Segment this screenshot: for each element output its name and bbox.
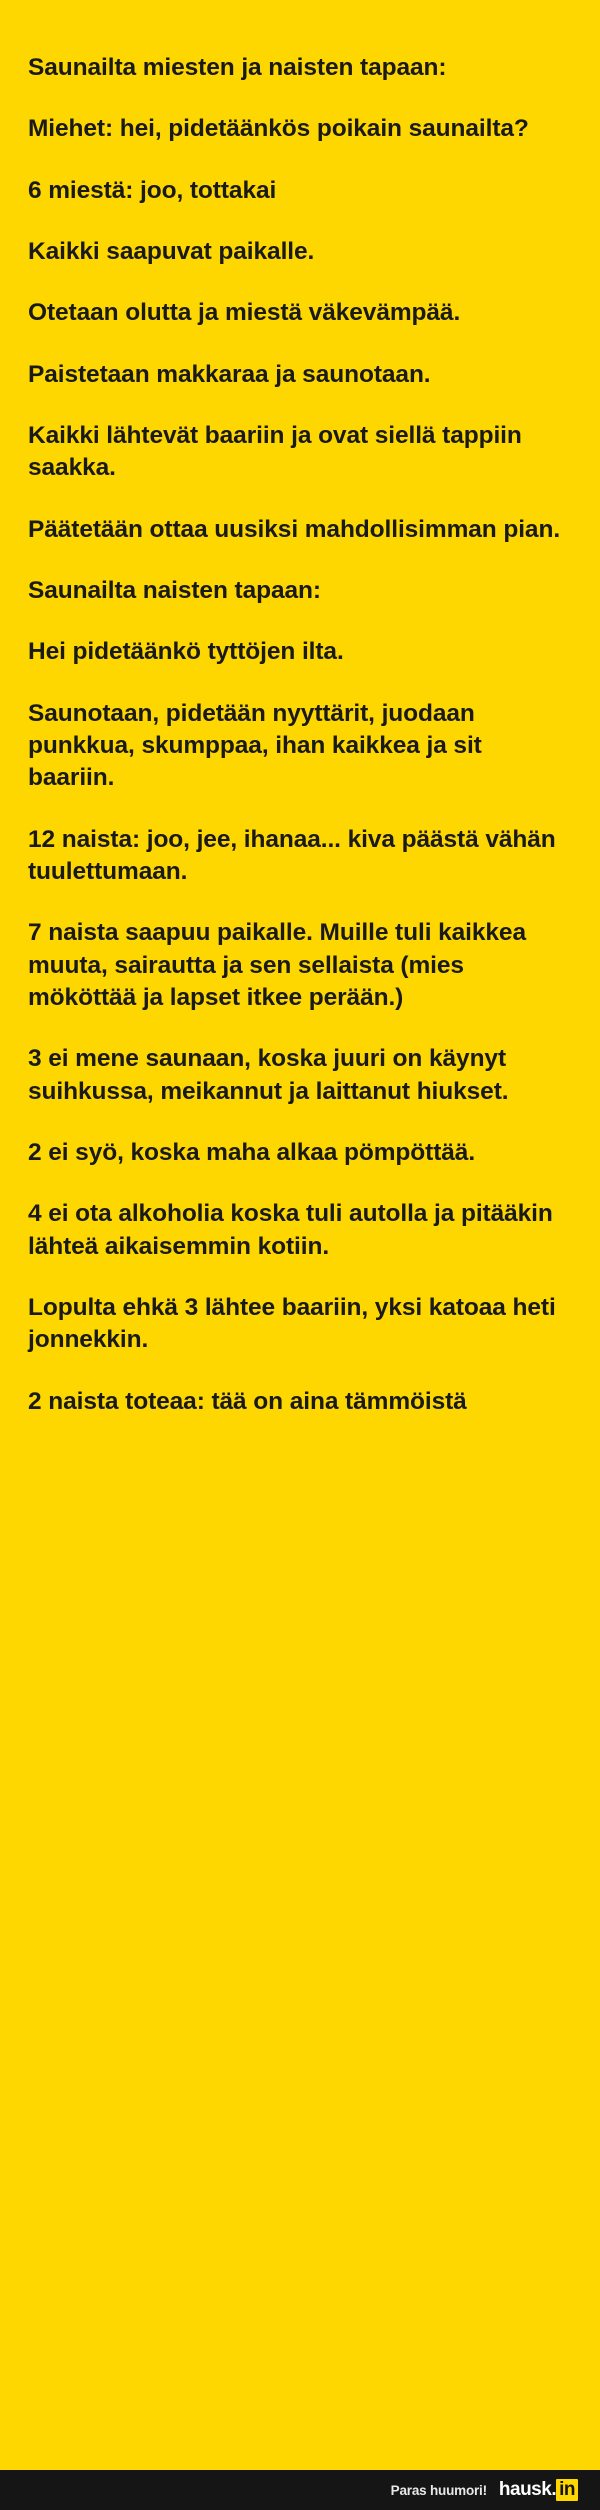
paragraph: Paistetaan makkaraa ja saunotaan. xyxy=(28,360,431,388)
paragraph: 4 ei ota alkoholia koska tuli autolla ja pitääkin lähteä aikaisemmin kotiin. xyxy=(28,1200,560,1260)
footer-tagline: Paras huumori! xyxy=(390,2482,487,2498)
footer-bar xyxy=(0,2470,600,2510)
paragraph: 2 ei syö, koska maha alkaa pömpöttää. xyxy=(28,1138,476,1166)
paragraph: Kaikki lähtevät baariin ja ovat siellä tappiin saakka. xyxy=(28,421,529,482)
site-logo[interactable] xyxy=(499,2479,578,2501)
logo-tld: in xyxy=(556,2479,578,2501)
paragraph: Hei pidetäänkö tyttöjen ilta. xyxy=(28,638,344,666)
paragraph: Kaikki saapuvat paikalle. xyxy=(28,237,315,265)
paragraph: Miehet: hei, pidetäänkös poikain saunailta? xyxy=(28,115,529,143)
paragraph: Päätetään ottaa uusiksi mahdollisimman pian. xyxy=(28,515,561,543)
paragraph: 7 naista saapuu paikalle. Muille tuli kaikkea muuta, sairautta ja sen sellaista (mies mököttää ja lapset itkee perään.) xyxy=(28,919,533,1011)
logo-name: hausk xyxy=(498,2479,552,2500)
paragraph: Saunailta naisten tapaan: xyxy=(28,576,321,604)
logo-dot: . xyxy=(551,2479,557,2500)
paragraph: 2 naista toteaa: tää on aina tämmöistä xyxy=(28,1387,467,1415)
paragraph: Otetaan olutta ja miestä väkevämpää. xyxy=(28,299,461,327)
paragraph: 12 naista: joo, jee, ihanaa... kiva päästä vähän tuulettumaan. xyxy=(28,825,563,885)
paragraph: Lopulta ehkä 3 lähtee baariin, yksi katoaa heti jonnekkin. xyxy=(28,1293,563,1354)
paragraph: 3 ei mene saunaan, koska juuri on käynyt suihkussa, meikannut ja laittanut hiukset. xyxy=(28,1045,513,1105)
paragraph: Saunailta miesten ja naisten tapaan: xyxy=(28,54,447,81)
paragraph: Saunotaan, pidetään nyyttärit, juodaan punkkua, skumppaa, ihan kaikkea ja sit baariin. xyxy=(28,699,489,792)
paragraph: 6 miestä: joo, tottakai xyxy=(28,176,277,204)
